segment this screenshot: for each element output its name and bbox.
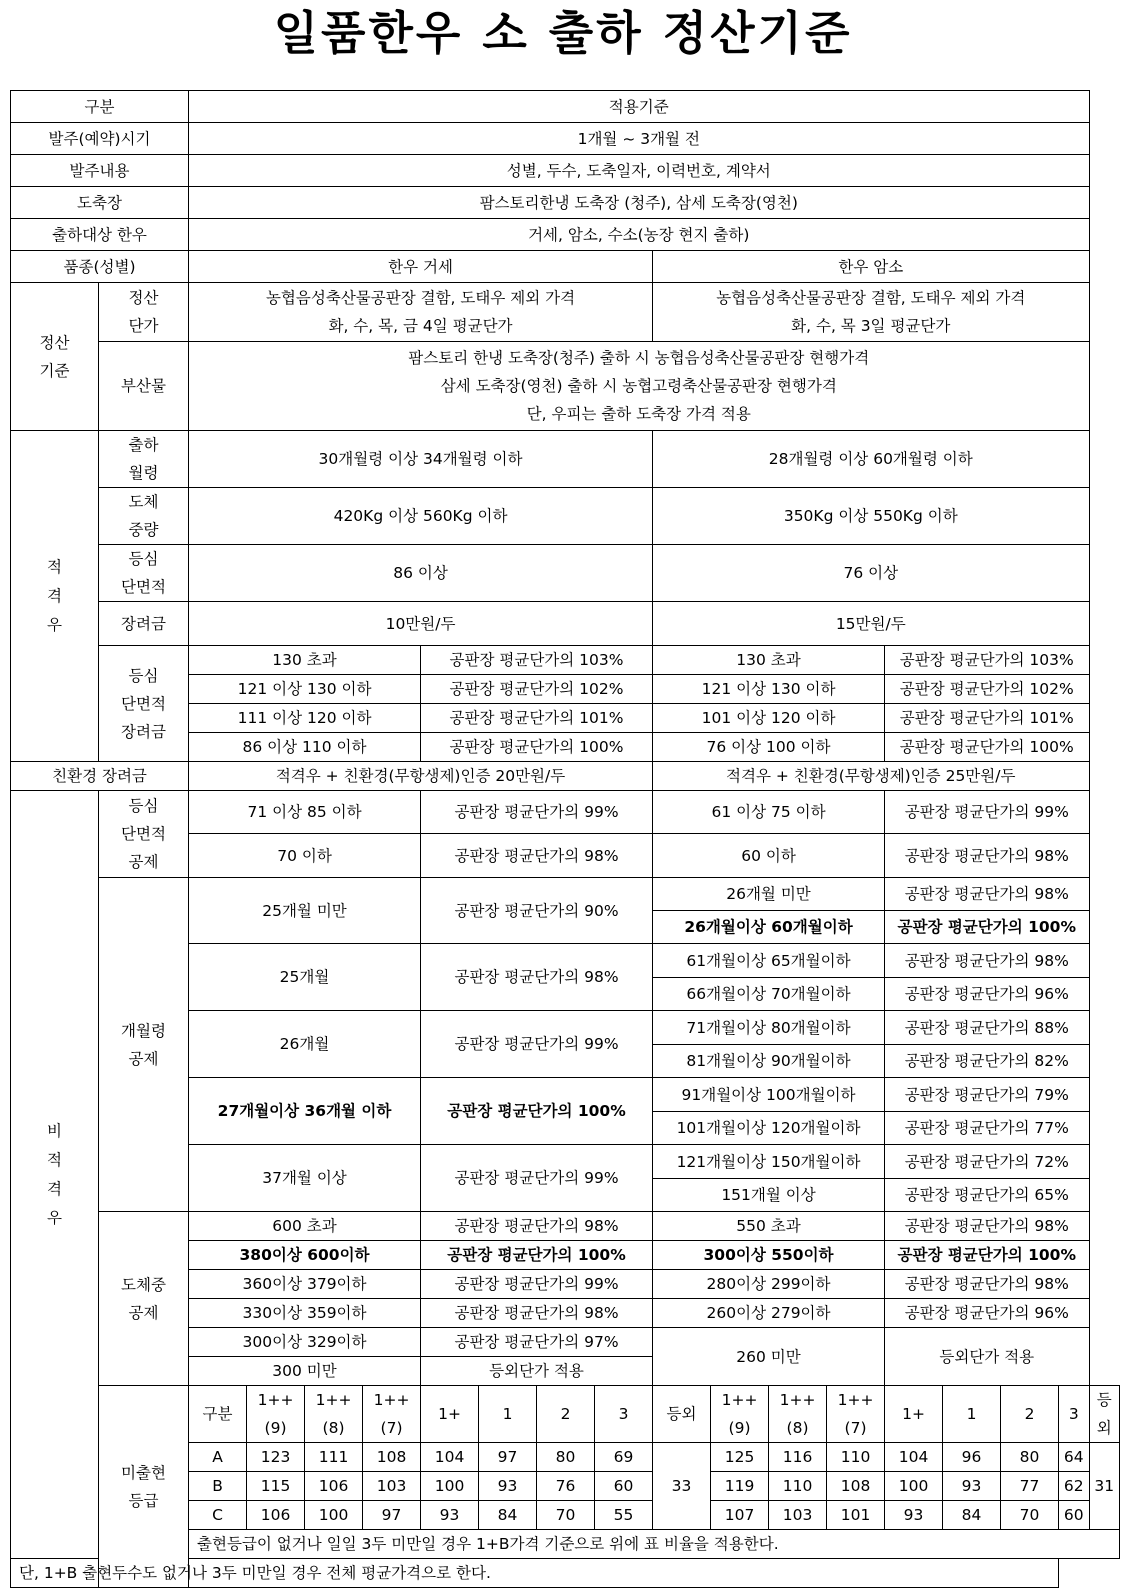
range-cell: 550 초과 bbox=[653, 1212, 885, 1241]
range-cell: 130 초과 bbox=[189, 646, 421, 675]
rate-cell: 공판장 평균단가의 88% bbox=[885, 1011, 1089, 1045]
grade-cell: 111 bbox=[305, 1443, 363, 1472]
range-cell: 380이상 600이하 bbox=[189, 1241, 421, 1270]
table-row bbox=[11, 187, 1120, 219]
grade-header-l2: (7) bbox=[380, 1419, 403, 1437]
text-line: 화, 수, 목 3일 평균단가 bbox=[791, 317, 951, 335]
range-cell: 60 이하 bbox=[653, 834, 885, 878]
range-cell: 300이상 329이하 bbox=[189, 1328, 421, 1357]
grade-cell: 103 bbox=[363, 1472, 421, 1501]
rate-cell: 공판장 평균단가의 99% bbox=[885, 791, 1089, 834]
grade-cell: 93 bbox=[479, 1472, 537, 1501]
grade-header-l2: (8) bbox=[786, 1419, 809, 1437]
label-line: 공제 bbox=[128, 1303, 159, 1322]
eco-cow: 적격우 + 친환경(무항생제)인증 25만원/두 bbox=[653, 762, 1089, 791]
row-value: 팜스토리한냉 도축장 (청주), 삼세 도축장(영천) bbox=[189, 187, 1089, 219]
grade-cell: 125 bbox=[711, 1443, 769, 1472]
label-line: 출하 bbox=[128, 436, 159, 454]
table-row bbox=[11, 602, 1120, 646]
range-cell: 101 이상 120 이하 bbox=[653, 704, 885, 733]
grade-cell: 64 bbox=[1059, 1443, 1089, 1472]
label-line: 정산 bbox=[128, 289, 159, 307]
breed-label: 품종(성별) bbox=[11, 251, 189, 283]
row-value: 거세, 암소, 수소(농장 현지 출하) bbox=[189, 219, 1089, 251]
label-line: 미출현 bbox=[121, 1463, 166, 1482]
grade-header bbox=[247, 1386, 305, 1443]
label-char: 비 bbox=[47, 1121, 62, 1140]
grade-cell: 110 bbox=[769, 1472, 827, 1501]
grade-cell: 93 bbox=[885, 1501, 943, 1530]
grade-cell: 62 bbox=[1059, 1472, 1089, 1501]
range-cell: 121 이상 130 이하 bbox=[653, 675, 885, 704]
rate-cell: 공판장 평균단가의 101% bbox=[421, 704, 653, 733]
steer-weight: 420Kg 이상 560Kg 이하 bbox=[189, 488, 653, 545]
grade-header bbox=[305, 1386, 363, 1443]
grade-cell: 70 bbox=[1001, 1501, 1059, 1530]
eco-label: 친환경 장려금 bbox=[11, 762, 189, 791]
rate-cell: 공판장 평균단가의 99% bbox=[421, 1145, 653, 1212]
steer-age: 30개월령 이상 34개월령 이하 bbox=[189, 431, 653, 488]
range-cell: 26개월이상 60개월이하 bbox=[653, 911, 885, 944]
range-cell: 76 이상 100 이하 bbox=[653, 733, 885, 762]
range-cell: 260이상 279이하 bbox=[653, 1299, 885, 1328]
grade-header-l2: (8) bbox=[322, 1419, 345, 1437]
rate-cell: 공판장 평균단가의 98% bbox=[421, 1299, 653, 1328]
range-cell: 121개월이상 150개월이하 bbox=[653, 1145, 885, 1179]
range-cell: 280이상 299이하 bbox=[653, 1270, 885, 1299]
rate-cell: 공판장 평균단가의 100% bbox=[421, 1241, 653, 1270]
incentive-label: 장려금 bbox=[99, 602, 189, 646]
grade-cell: 103 bbox=[769, 1501, 827, 1530]
rate-cell: 공판장 평균단가의 79% bbox=[885, 1078, 1089, 1112]
grade-cell: 84 bbox=[479, 1501, 537, 1530]
grade-cell: 101 bbox=[827, 1501, 885, 1530]
grade-cell: 97 bbox=[479, 1443, 537, 1472]
steer-price bbox=[189, 283, 653, 342]
rate-cell: 공판장 평균단가의 100% bbox=[885, 1241, 1089, 1270]
range-cell: 70 이하 bbox=[189, 834, 421, 878]
label-line: 공제 bbox=[128, 1049, 159, 1068]
nonqualified-label bbox=[11, 791, 99, 1559]
grade-header-l2: (9) bbox=[264, 1419, 287, 1437]
rate-cell: 공판장 평균단가의 98% bbox=[885, 944, 1089, 978]
table-row bbox=[11, 1559, 1120, 1588]
grade-etc: 31 bbox=[1089, 1443, 1120, 1530]
row-label: 도축장 bbox=[11, 187, 189, 219]
range-cell: 260 미만 bbox=[653, 1328, 885, 1386]
row-label: 발주내용 bbox=[11, 155, 189, 187]
row-value: 성별, 두수, 도축일자, 이력번호, 계약서 bbox=[189, 155, 1089, 187]
rate-cell: 공판장 평균단가의 98% bbox=[421, 834, 653, 878]
rate-cell: 공판장 평균단가의 65% bbox=[885, 1179, 1089, 1212]
grade-cell: 104 bbox=[885, 1443, 943, 1472]
table-row bbox=[11, 91, 1120, 123]
grade-header bbox=[363, 1386, 421, 1443]
grade-cell: 108 bbox=[827, 1472, 885, 1501]
grade-note: 단, 1+B 출현두수도 없거나 3두 미만일 경우 전체 평균가격으로 한다. bbox=[11, 1559, 1059, 1588]
label-line: 중량 bbox=[128, 521, 159, 539]
rate-cell: 공판장 평균단가의 99% bbox=[421, 791, 653, 834]
grade-header bbox=[711, 1386, 769, 1443]
grade-header: 1 bbox=[479, 1386, 537, 1443]
grade-cell: 119 bbox=[711, 1472, 769, 1501]
breed-cow: 한우 암소 bbox=[653, 251, 1089, 283]
label-line: 정산 bbox=[39, 333, 70, 352]
grade-cell: 60 bbox=[1059, 1501, 1089, 1530]
range-cell: 360이상 379이하 bbox=[189, 1270, 421, 1299]
grade-col-label: 구분 bbox=[189, 1386, 247, 1443]
grade-cell: 93 bbox=[421, 1501, 479, 1530]
range-cell: 27개월이상 36개월 이하 bbox=[189, 1078, 421, 1145]
grade-cell: 70 bbox=[537, 1501, 595, 1530]
grade-cell: 106 bbox=[305, 1472, 363, 1501]
rate-cell: 공판장 평균단가의 98% bbox=[885, 878, 1089, 911]
rate-cell: 공판장 평균단가의 99% bbox=[421, 1270, 653, 1299]
table-row bbox=[11, 1386, 1120, 1443]
label-char: 격 bbox=[47, 1179, 62, 1198]
grade-row-name: C bbox=[189, 1501, 247, 1530]
rate-cell: 공판장 평균단가의 96% bbox=[885, 978, 1089, 1011]
grade-cell: 100 bbox=[421, 1472, 479, 1501]
grade-header-l1: 1++ bbox=[373, 1391, 410, 1409]
grade-header-l1: 1++ bbox=[721, 1391, 758, 1409]
label-line: 단면적 bbox=[121, 825, 166, 843]
loin-label bbox=[99, 545, 189, 602]
label-line: 등급 bbox=[128, 1491, 159, 1510]
byproduct-text bbox=[189, 342, 1089, 431]
settlement-label bbox=[11, 283, 99, 431]
rate-cell: 공판장 평균단가의 98% bbox=[421, 944, 653, 1011]
range-cell: 86 이상 110 이하 bbox=[189, 733, 421, 762]
breed-steer: 한우 거세 bbox=[189, 251, 653, 283]
rate-cell: 공판장 평균단가의 101% bbox=[885, 704, 1089, 733]
table-row bbox=[11, 646, 1120, 675]
grade-cell: 97 bbox=[363, 1501, 421, 1530]
grade-row-name: A bbox=[189, 1443, 247, 1472]
range-cell: 130 초과 bbox=[653, 646, 885, 675]
grade-header-l1: 1++ bbox=[315, 1391, 352, 1409]
range-cell: 37개월 이상 bbox=[189, 1145, 421, 1212]
table-row bbox=[11, 123, 1120, 155]
grade-header bbox=[827, 1386, 885, 1443]
grade-cell: 104 bbox=[421, 1443, 479, 1472]
cow-age: 28개월령 이상 60개월령 이하 bbox=[653, 431, 1089, 488]
header-category: 구분 bbox=[11, 91, 189, 123]
cow-price bbox=[653, 283, 1089, 342]
range-cell: 300이상 550이하 bbox=[653, 1241, 885, 1270]
grade-cell: 108 bbox=[363, 1443, 421, 1472]
grade-header bbox=[769, 1386, 827, 1443]
cow-loin: 76 이상 bbox=[653, 545, 1089, 602]
grade-header: 3 bbox=[595, 1386, 653, 1443]
grade-cell: 93 bbox=[943, 1472, 1001, 1501]
grade-etc: 33 bbox=[653, 1443, 711, 1530]
grade-cell: 96 bbox=[943, 1443, 1001, 1472]
range-cell: 66개월이상 70개월이하 bbox=[653, 978, 885, 1011]
rate-cell: 공판장 평균단가의 98% bbox=[885, 1212, 1089, 1241]
label-line: 기준 bbox=[39, 361, 70, 380]
row-value: 1개월 ~ 3개월 전 bbox=[189, 123, 1089, 155]
grade-header-l1: 1++ bbox=[837, 1391, 874, 1409]
grade-cell: 77 bbox=[1001, 1472, 1059, 1501]
grade-cell: 76 bbox=[537, 1472, 595, 1501]
row-label: 출하대상 한우 bbox=[11, 219, 189, 251]
grade-header: 1 bbox=[943, 1386, 1001, 1443]
table-row bbox=[11, 488, 1120, 545]
text-line: 팜스토리 한냉 도축장(청주) 출하 시 농협음성축산물공판장 현행가격 bbox=[408, 349, 870, 367]
rate-cell: 공판장 평균단가의 102% bbox=[421, 675, 653, 704]
label-line: 등심 bbox=[128, 550, 159, 568]
table-row bbox=[11, 791, 1120, 834]
range-cell: 26개월 bbox=[189, 1011, 421, 1078]
label-line: 개월령 bbox=[121, 1021, 166, 1040]
age-label bbox=[99, 431, 189, 488]
table-row bbox=[11, 1212, 1120, 1241]
grade-cell: 110 bbox=[827, 1443, 885, 1472]
grade-header: 2 bbox=[537, 1386, 595, 1443]
cow-incentive: 15만원/두 bbox=[653, 602, 1089, 646]
table-row bbox=[11, 431, 1120, 488]
label-char: 격 bbox=[47, 586, 62, 605]
range-cell: 71개월이상 80개월이하 bbox=[653, 1011, 885, 1045]
steer-loin: 86 이상 bbox=[189, 545, 653, 602]
table-row bbox=[11, 155, 1120, 187]
grade-row-name: B bbox=[189, 1472, 247, 1501]
range-cell: 25개월 미만 bbox=[189, 878, 421, 944]
label-line: 월령 bbox=[128, 464, 159, 482]
price-label bbox=[99, 283, 189, 342]
range-cell: 61 이상 75 이하 bbox=[653, 791, 885, 834]
rate-cell: 공판장 평균단가의 90% bbox=[421, 878, 653, 944]
rate-cell: 등외단가 적용 bbox=[421, 1357, 653, 1386]
eco-steer: 적격우 + 친환경(무항생제)인증 20만원/두 bbox=[189, 762, 653, 791]
qualified-label bbox=[11, 431, 99, 762]
range-cell: 300 미만 bbox=[189, 1357, 421, 1386]
text-line: 농협음성축산물공판장 결함, 도태우 제외 가격 bbox=[716, 289, 1026, 307]
rate-cell: 공판장 평균단가의 98% bbox=[885, 1270, 1089, 1299]
text-line: 삼세 도축장(영천) 출하 시 농협고령축산물공판장 현행가격 bbox=[440, 377, 837, 395]
rate-cell: 공판장 평균단가의 96% bbox=[885, 1299, 1089, 1328]
header-criteria: 적용기준 bbox=[189, 91, 1089, 123]
label-char: 우 bbox=[47, 1208, 62, 1227]
table-row bbox=[11, 878, 1120, 911]
page-title: 일품한우 소 출하 정산기준 bbox=[273, 6, 853, 60]
label-char: 적 bbox=[47, 557, 62, 576]
label-line: 장려금 bbox=[121, 722, 166, 741]
text-line: 화, 수, 목, 금 4일 평균단가 bbox=[328, 317, 513, 335]
table-row bbox=[11, 219, 1120, 251]
range-cell: 71 이상 85 이하 bbox=[189, 791, 421, 834]
row-label: 발주(예약)시기 bbox=[11, 123, 189, 155]
grade-header: 1+ bbox=[885, 1386, 943, 1443]
grade-cell: 69 bbox=[595, 1443, 653, 1472]
range-cell: 26개월 미만 bbox=[653, 878, 885, 911]
loin-deduct-label bbox=[99, 791, 189, 878]
steer-incentive: 10만원/두 bbox=[189, 602, 653, 646]
grade-note: 출현등급이 없거나 일일 3두 미만일 경우 1+B가격 기준으로 위에 표 비율을 적용한다. bbox=[189, 1530, 1120, 1559]
grade-header: 3 bbox=[1059, 1386, 1089, 1443]
label-line: 공제 bbox=[128, 853, 159, 871]
rate-cell: 공판장 평균단가의 103% bbox=[421, 646, 653, 675]
range-cell: 101개월이상 120개월이하 bbox=[653, 1112, 885, 1145]
range-cell: 111 이상 120 이하 bbox=[189, 704, 421, 733]
grade-cell: 123 bbox=[247, 1443, 305, 1472]
label-line: 도체중 bbox=[121, 1275, 166, 1294]
label-line: 등심 bbox=[128, 666, 159, 685]
rate-cell: 공판장 평균단가의 82% bbox=[885, 1045, 1089, 1078]
grade-header-l1: 1++ bbox=[779, 1391, 816, 1409]
range-cell: 91개월이상 100개월이하 bbox=[653, 1078, 885, 1112]
label-line: 단면적 bbox=[121, 694, 166, 713]
label-line: 단면적 bbox=[121, 578, 166, 596]
grade-cell: 100 bbox=[885, 1472, 943, 1501]
byproduct-label: 부산물 bbox=[99, 342, 189, 431]
grade-cell: 116 bbox=[769, 1443, 827, 1472]
rate-cell: 공판장 평균단가의 97% bbox=[421, 1328, 653, 1357]
rate-cell: 공판장 평균단가의 98% bbox=[885, 834, 1089, 878]
weight-label bbox=[99, 488, 189, 545]
rate-cell: 공판장 평균단가의 102% bbox=[885, 675, 1089, 704]
table-row bbox=[11, 762, 1120, 791]
grade-header: 등외 bbox=[653, 1386, 711, 1443]
table-row bbox=[11, 545, 1120, 602]
range-cell: 61개월이상 65개월이하 bbox=[653, 944, 885, 978]
label-char: 우 bbox=[47, 615, 62, 634]
range-cell: 151개월 이상 bbox=[653, 1179, 885, 1212]
range-cell: 330이상 359이하 bbox=[189, 1299, 421, 1328]
range-cell: 81개월이상 90개월이하 bbox=[653, 1045, 885, 1078]
rate-cell: 공판장 평균단가의 77% bbox=[885, 1112, 1089, 1145]
range-cell: 600 초과 bbox=[189, 1212, 421, 1241]
grade-cell: 84 bbox=[943, 1501, 1001, 1530]
rate-cell: 공판장 평균단가의 100% bbox=[885, 733, 1089, 762]
label-line: 단가 bbox=[128, 317, 159, 335]
grade-cell: 80 bbox=[1001, 1443, 1059, 1472]
weight-deduct-label bbox=[99, 1212, 189, 1386]
table-row bbox=[11, 283, 1120, 342]
grade-cell: 106 bbox=[247, 1501, 305, 1530]
grade-header: 등외 bbox=[1089, 1386, 1120, 1443]
rate-cell: 등외단가 적용 bbox=[885, 1328, 1089, 1386]
grade-header: 2 bbox=[1001, 1386, 1059, 1443]
grade-cell: 80 bbox=[537, 1443, 595, 1472]
rate-cell: 공판장 평균단가의 99% bbox=[421, 1011, 653, 1078]
table-row bbox=[11, 251, 1120, 283]
age-deduct-label bbox=[99, 878, 189, 1212]
label-line: 등심 bbox=[128, 797, 159, 815]
grade-cell: 107 bbox=[711, 1501, 769, 1530]
rate-cell: 공판장 평균단가의 100% bbox=[421, 1078, 653, 1145]
grade-header-l2: (7) bbox=[844, 1419, 867, 1437]
label-char: 적 bbox=[47, 1150, 62, 1169]
grade-label bbox=[99, 1386, 189, 1588]
rate-cell: 공판장 평균단가의 72% bbox=[885, 1145, 1089, 1179]
table-row bbox=[11, 342, 1120, 431]
rate-cell: 공판장 평균단가의 100% bbox=[885, 911, 1089, 944]
label-line: 도체 bbox=[128, 493, 159, 511]
text-line: 단, 우피는 출하 도축장 가격 적용 bbox=[526, 405, 751, 423]
settlement-table bbox=[10, 90, 1120, 1588]
grade-cell: 100 bbox=[305, 1501, 363, 1530]
rate-cell: 공판장 평균단가의 103% bbox=[885, 646, 1089, 675]
grade-header: 1+ bbox=[421, 1386, 479, 1443]
grade-header-l2: (9) bbox=[728, 1419, 751, 1437]
grade-cell: 60 bbox=[595, 1472, 653, 1501]
rate-cell: 공판장 평균단가의 100% bbox=[421, 733, 653, 762]
range-cell: 121 이상 130 이하 bbox=[189, 675, 421, 704]
cow-weight: 350Kg 이상 550Kg 이하 bbox=[653, 488, 1089, 545]
grade-cell: 115 bbox=[247, 1472, 305, 1501]
text-line: 농협음성축산물공판장 결함, 도태우 제외 가격 bbox=[265, 289, 576, 307]
loin-incentive-label bbox=[99, 646, 189, 762]
grade-header-l1: 1++ bbox=[257, 1391, 294, 1409]
grade-cell: 55 bbox=[595, 1501, 653, 1530]
range-cell: 25개월 bbox=[189, 944, 421, 1011]
rate-cell: 공판장 평균단가의 98% bbox=[421, 1212, 653, 1241]
